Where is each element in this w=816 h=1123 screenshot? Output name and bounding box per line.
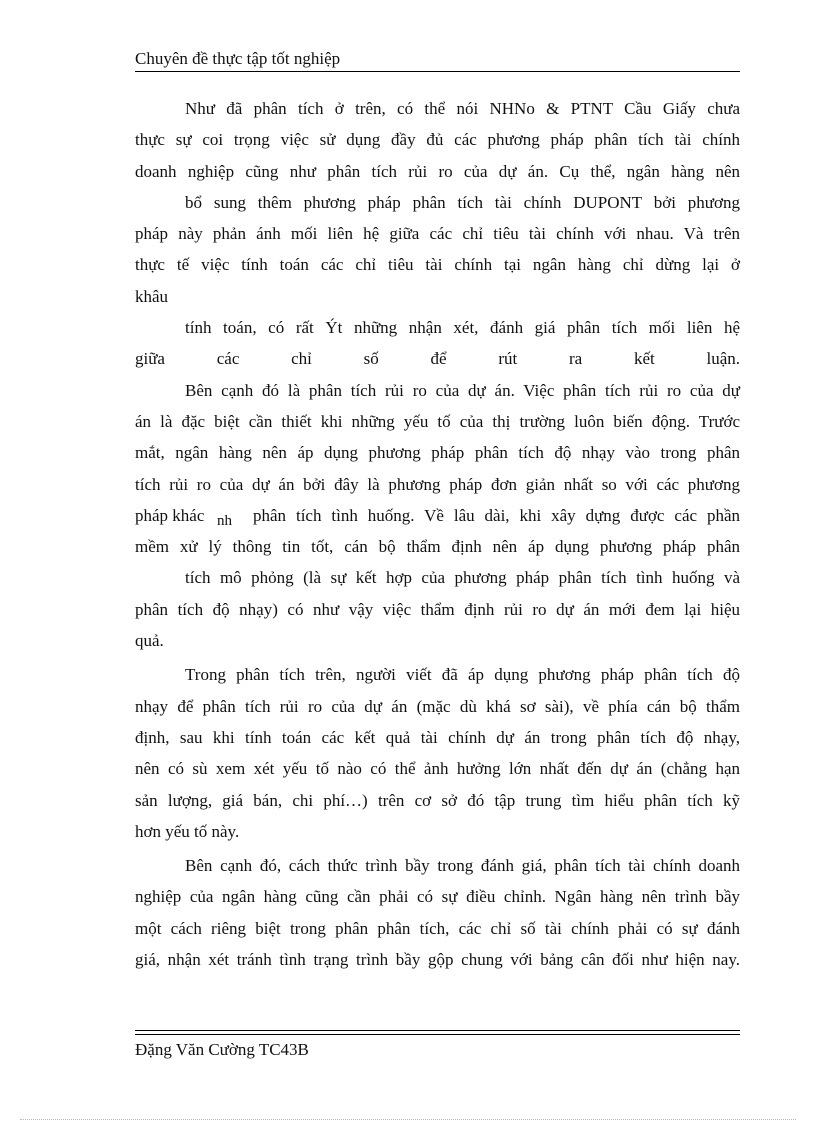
text-line <box>135 500 740 531</box>
text-line: Bên cạnh đó, cách thức trình bầy trong đánh giá, phân tích tài chính doanh <box>185 856 740 876</box>
page-edge-dotted-line <box>20 1119 796 1120</box>
header-rule <box>135 71 740 72</box>
text-line: hơn yếu tố này. <box>135 821 240 841</box>
text-line: phân tích độ nhạy) có như vậy việc thẩm định rủi ro dự án mới đem lại hiệu <box>135 599 740 619</box>
text-line: Trong phân tích trên, người viết đã áp dụng phương pháp phân tích độ <box>185 665 740 685</box>
text-line: tích mô phỏng (là sự kết hợp của phương pháp phân tích tình huống và <box>185 568 740 588</box>
text-line: thực tế việc tính toán các chỉ tiêu tài chính tại ngân hàng chỉ dừng lại ở <box>135 255 740 275</box>
text-line: pháp này phản ánh mối liên hệ giữa các chỉ tiêu tài chính với nhau. Và trên <box>135 224 740 244</box>
text-line: khâu <box>135 286 169 306</box>
text-line: một cách riêng biệt trong phân phân tích, các chỉ số tài chính phải có sự đánh <box>135 918 740 938</box>
text-fragment: pháp khác <box>135 505 205 525</box>
text-line: Bên cạnh đó là phân tích rủi ro của dự án. Việc phân tích rủi ro của dự <box>185 380 740 400</box>
text-line: nhạy để phân tích rủi ro của dự án (mặc dù khá sơ sài), về phía cán bộ thẩm <box>135 696 740 716</box>
document-body <box>135 93 740 975</box>
text-line: mềm xử lý thông tin tốt, cán bộ thẩm định nên áp dụng phương pháp phân <box>135 537 740 557</box>
text-line: giữa các chỉ số để rút ra kết luận. <box>135 349 740 369</box>
text-line: án là đặc biệt cần thiết khi những yếu tố của thị trường luôn biến động. Trước <box>135 411 740 431</box>
text-line: doanh nghiệp cũng như phân tích rủi ro của dự án. Cụ thể, ngân hàng nên <box>135 161 740 181</box>
text-line: nên có sù xem xét yếu tố nào có thể ảnh hưởng lớn nhất đến dự án (chẳng hạn <box>135 759 740 779</box>
text-line: tính toán, có rất Ýt những nhận xét, đánh giá phân tích mối liên hệ <box>185 318 740 338</box>
text-line: tích rủi ro của dự án bởi đây là phương pháp đơn giản nhất so với các phương <box>135 474 740 494</box>
text-line: nghiệp của ngân hàng cũng cần phải có sự điều chỉnh. Ngân hàng nên trình bầy <box>135 887 740 907</box>
text-line: sản lượng, giá bán, chi phí…) trên cơ sở đó tập trung tìm hiểu phân tích kỹ <box>135 790 740 810</box>
footer-rule <box>135 1034 740 1035</box>
stray-text-fragment: nh <box>217 512 232 529</box>
text-line: Như đã phân tích ở trên, có thể nói NHNo & PTNT Cầu Giấy chưa <box>185 99 740 118</box>
text-line: bổ sung thêm phương pháp phân tích tài chính DUPONT bởi phương <box>185 192 740 212</box>
text-line: giá, nhận xét tránh tình trạng trình bầy gộp chung với bảng cân đối như hiện nay. <box>135 950 740 970</box>
text-line: quả. <box>135 631 164 651</box>
footer-author: Đặng Văn Cường TC43B <box>135 1040 309 1059</box>
text-line: định, sau khi tính toán các kết quả tài chính dự án trong phân tích độ nhạy, <box>135 727 740 747</box>
text-line: mắt, ngân hàng nên áp dụng phương pháp phân tích độ nhạy vào trong phân <box>135 443 740 463</box>
footer-rule <box>135 1030 740 1031</box>
header-title: Chuyên đề thực tập tốt nghiệp <box>135 49 341 68</box>
text-line: thực sự coi trọng việc sử dụng đầy đủ các phương pháp phân tích tài chính <box>135 130 740 150</box>
text-fragment: phân tích tình huống. Về lâu dài, khi xây dựng được các phần <box>253 505 740 525</box>
